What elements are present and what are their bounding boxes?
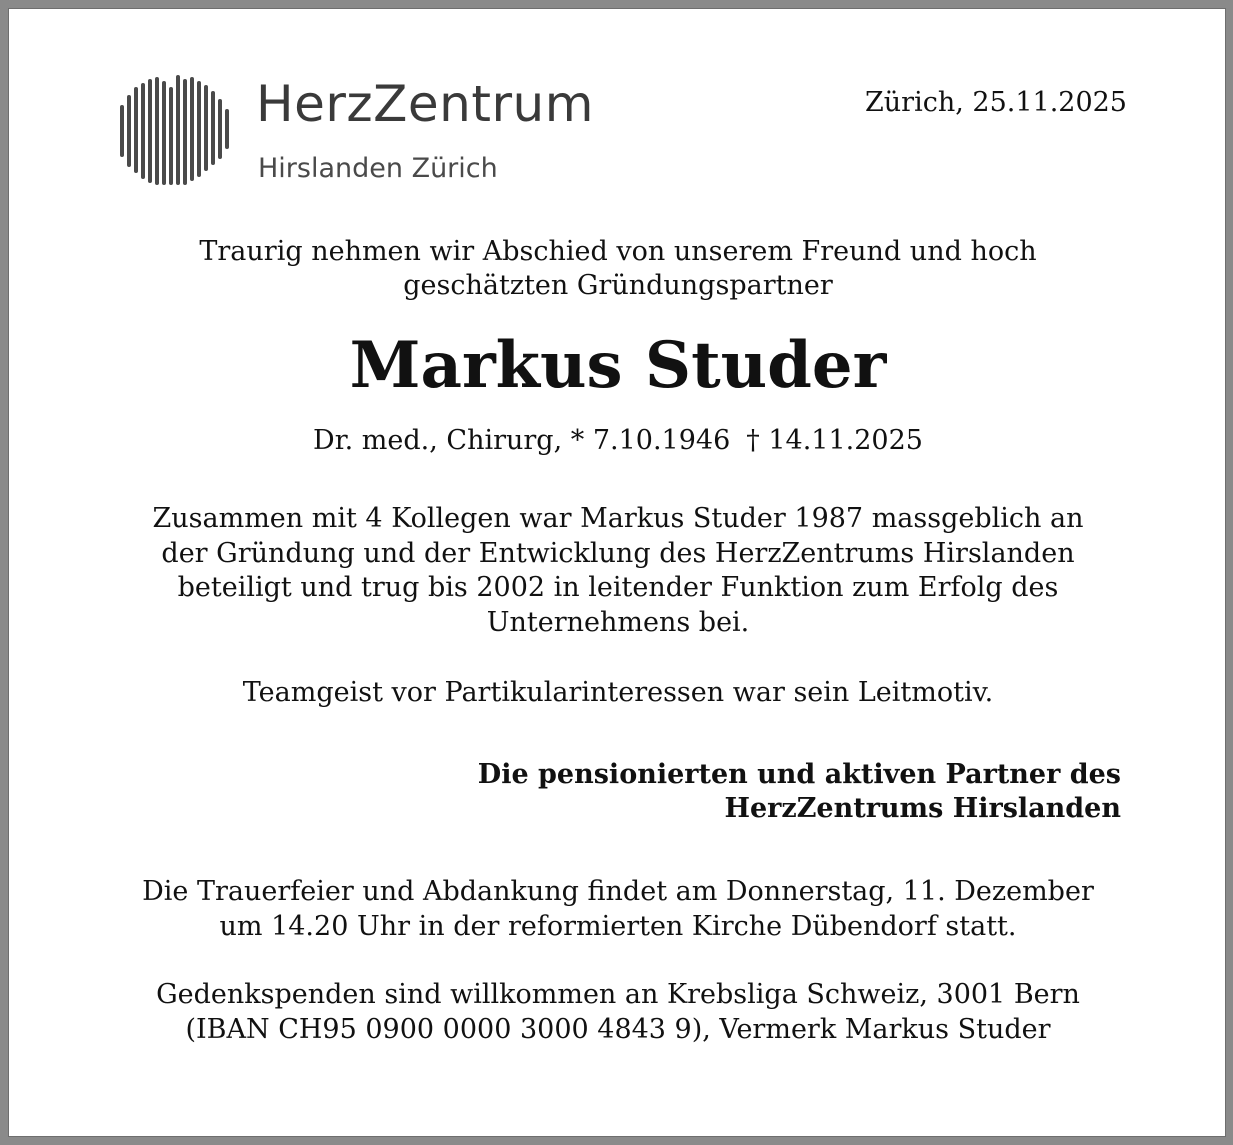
title-role: Dr. med., Chirurg, bbox=[313, 425, 563, 456]
paragraph-line: (IBAN CH95 0900 0000 3000 4843 9), Vermerk Markus Studer bbox=[185, 1013, 1051, 1045]
signature-line: Die pensionierten und aktiven Partner des bbox=[477, 759, 1121, 790]
intro-line: Traurig nehmen wir Abschied von unserem Freund und hoch bbox=[199, 236, 1037, 267]
deceased-name: Markus Studer bbox=[349, 328, 887, 403]
donations-paragraph bbox=[9, 978, 1227, 1047]
paragraph-line: Unternehmens bei. bbox=[486, 606, 750, 638]
heart-stripes-logo-icon bbox=[116, 75, 234, 187]
logo-subtitle: Hirslanden Zürich bbox=[258, 153, 498, 184]
biography-paragraph bbox=[9, 502, 1227, 640]
signature-line: HerzZentrums Hirslanden bbox=[724, 793, 1121, 824]
ceremony-paragraph bbox=[9, 875, 1227, 944]
intro-text bbox=[9, 235, 1227, 303]
paragraph-line: Teamgeist vor Partikularinteressen war sein Leitmotiv. bbox=[242, 677, 994, 708]
obituary-notice bbox=[8, 8, 1226, 1137]
birth-date: * 7.10.1946 bbox=[570, 425, 731, 456]
paragraph-line: Zusammen mit 4 Kollegen war Markus Studer 1987 massgeblich an bbox=[152, 503, 1084, 534]
herzzentrum-logo bbox=[116, 73, 656, 197]
motto-paragraph bbox=[9, 676, 1227, 711]
death-date: † 14.11.2025 bbox=[746, 425, 923, 456]
intro-line: geschätzten Gründungspartner bbox=[403, 270, 833, 301]
deceased-details bbox=[9, 427, 1227, 454]
logo-title: HerzZentrum bbox=[256, 75, 594, 133]
paragraph-line: um 14.20 Uhr in der reformierten Kirche Dübendorf statt. bbox=[219, 910, 1017, 942]
signature-block bbox=[478, 758, 1121, 826]
paragraph-line: beteiligt und trug bis 2002 in leitender Funktion zum Erfolg des bbox=[177, 572, 1059, 603]
paragraph-line: Gedenkspenden sind willkommen an Krebsliga Schweiz, 3001 Bern bbox=[156, 979, 1080, 1010]
paragraph-line: der Gründung und der Entwicklung des HerzZentrums Hirslanden bbox=[161, 537, 1075, 569]
place-date: Zürich, 25.11.2025 bbox=[865, 87, 1127, 118]
paragraph-line: Die Trauerfeier und Abdankung findet am Donnerstag, 11. Dezember bbox=[142, 876, 1094, 907]
